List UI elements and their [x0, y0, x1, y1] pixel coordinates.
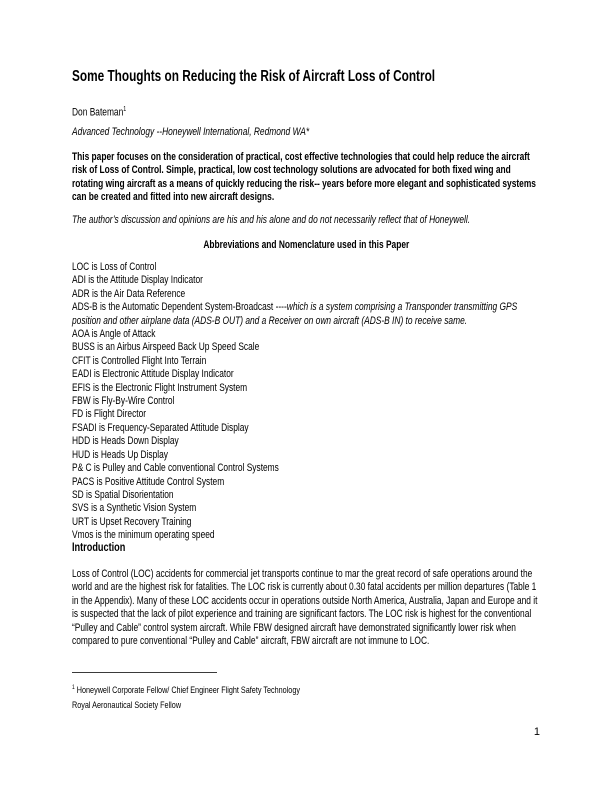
abbr-item: SVS is a Synthetic Vision System [72, 502, 197, 515]
author-footnote-mark: 1 [123, 106, 127, 113]
abbr-item: URT is Upset Recovery Training [72, 515, 192, 528]
abstract-paragraph: This paper focuses on the consideration of practical, cost effective technologies that could help reduce the aircraft risk of Loss of Control. Simple, practical, low cost technology solutions are advocated for both fixed wing and rotating wing aircraft as a means of quickly reducing the risk-- years before more elegant and sophisticated systems can be created and fitted into new aircraft designs. [72, 151, 536, 204]
affiliation-line: Advanced Technology --Honeywell International, Redmond WA* [72, 126, 310, 138]
author-name: Don Bateman [72, 106, 124, 119]
author-line [72, 103, 541, 120]
abbr-item: LOC is Loss of Control [72, 261, 157, 273]
footnote [72, 680, 541, 713]
abbreviations-list [72, 261, 541, 543]
abbreviations-heading: Abbreviations and Nomenclature used in this Paper [203, 239, 410, 251]
introduction-paragraph: Loss of Control (LOC) accidents for commercial jet transports continue to mar the great record of safe operations around the world and are the highest risk for fatalities. The LOC risk is currently about 0.30 fatal accidents per million departures (Table 1 in the Appendix). Many of these LOC accidents occur in operations outside North America, Australia, Japan and Europe and it is suspected that the lack of pilot experience and training are significant factors. The LOC risk is highest for the conventional “Pulley and Cable” control system aircraft. While FBW designed aircraft have demonstrated significantly lower risk when compared to pure conventional “Pulley and Cable” aircraft, FBW aircraft are not immune to LOC. [72, 568, 538, 648]
page-number: 1 [533, 726, 540, 738]
abbr-item: P& C is Pulley and Cable conventional Control Systems [72, 462, 279, 475]
abbr-item: Vmos is the minimum operating speed [72, 529, 215, 542]
footnote-mark: 1 [72, 684, 75, 691]
introduction-heading: Introduction [72, 540, 126, 554]
abbr-item: BUSS is an Airbus Airspeed Back Up Speed Scale [72, 341, 260, 354]
abbr-item: ADI is the Attitude Display Indicator [72, 274, 203, 287]
abbr-item: EFIS is the Electronic Flight Instrument System [72, 381, 248, 394]
abbr-item: PACS is Positive Attitude Control System [72, 475, 225, 488]
disclaimer-line: The author’s discussion and opinions are his and his alone and do not necessarily reflect that of Honeywell. [72, 214, 471, 226]
footnote-line: Royal Aeronautical Society Fellow [72, 700, 182, 712]
abbr-item: EADI is Electronic Attitude Display Indicator [72, 368, 234, 381]
abbr-item: FBW is Fly-By-Wire Control [72, 395, 175, 408]
abbr-item: SD is Spatial Disorientation [72, 488, 174, 501]
abbr-item: FSADI is Frequency-Separated Attitude Display [72, 421, 249, 434]
footnote-line: $^1$ Honeywell Corporate Fellow/ Chief Engineer Flight Safety Technology [72, 684, 300, 697]
abbr-item: FD is Flight Director [72, 408, 147, 421]
abbr-item-note: which is a system comprising a Transponder transmitting GPS position and other airplane data (ADS-B OUT) and a Receiver on own aircraft (ADS-B IN) to receive same. [72, 301, 518, 327]
footnote-divider [72, 672, 217, 673]
abbr-item: ADS-B is the Automatic Dependent System-Broadcast ----which is a system comprising a Transponder transmitting GPS position and other airplane data (ADS-B OUT) and a Receiver on own aircraft (ADS-B IN) to receive same. [72, 301, 518, 327]
abbr-item: HUD is Heads Up Display [72, 448, 168, 461]
abbr-item: AOA is Angle of Attack [72, 328, 156, 341]
abbr-item: HDD is Heads Down Display [72, 435, 179, 448]
abbr-item: CFIT is Controlled Flight Into Terrain [72, 354, 207, 367]
abbr-item: ADR is the Air Data Reference [72, 287, 186, 300]
page-title: Some Thoughts on Reducing the Risk of Aircraft Loss of Control [72, 68, 436, 85]
